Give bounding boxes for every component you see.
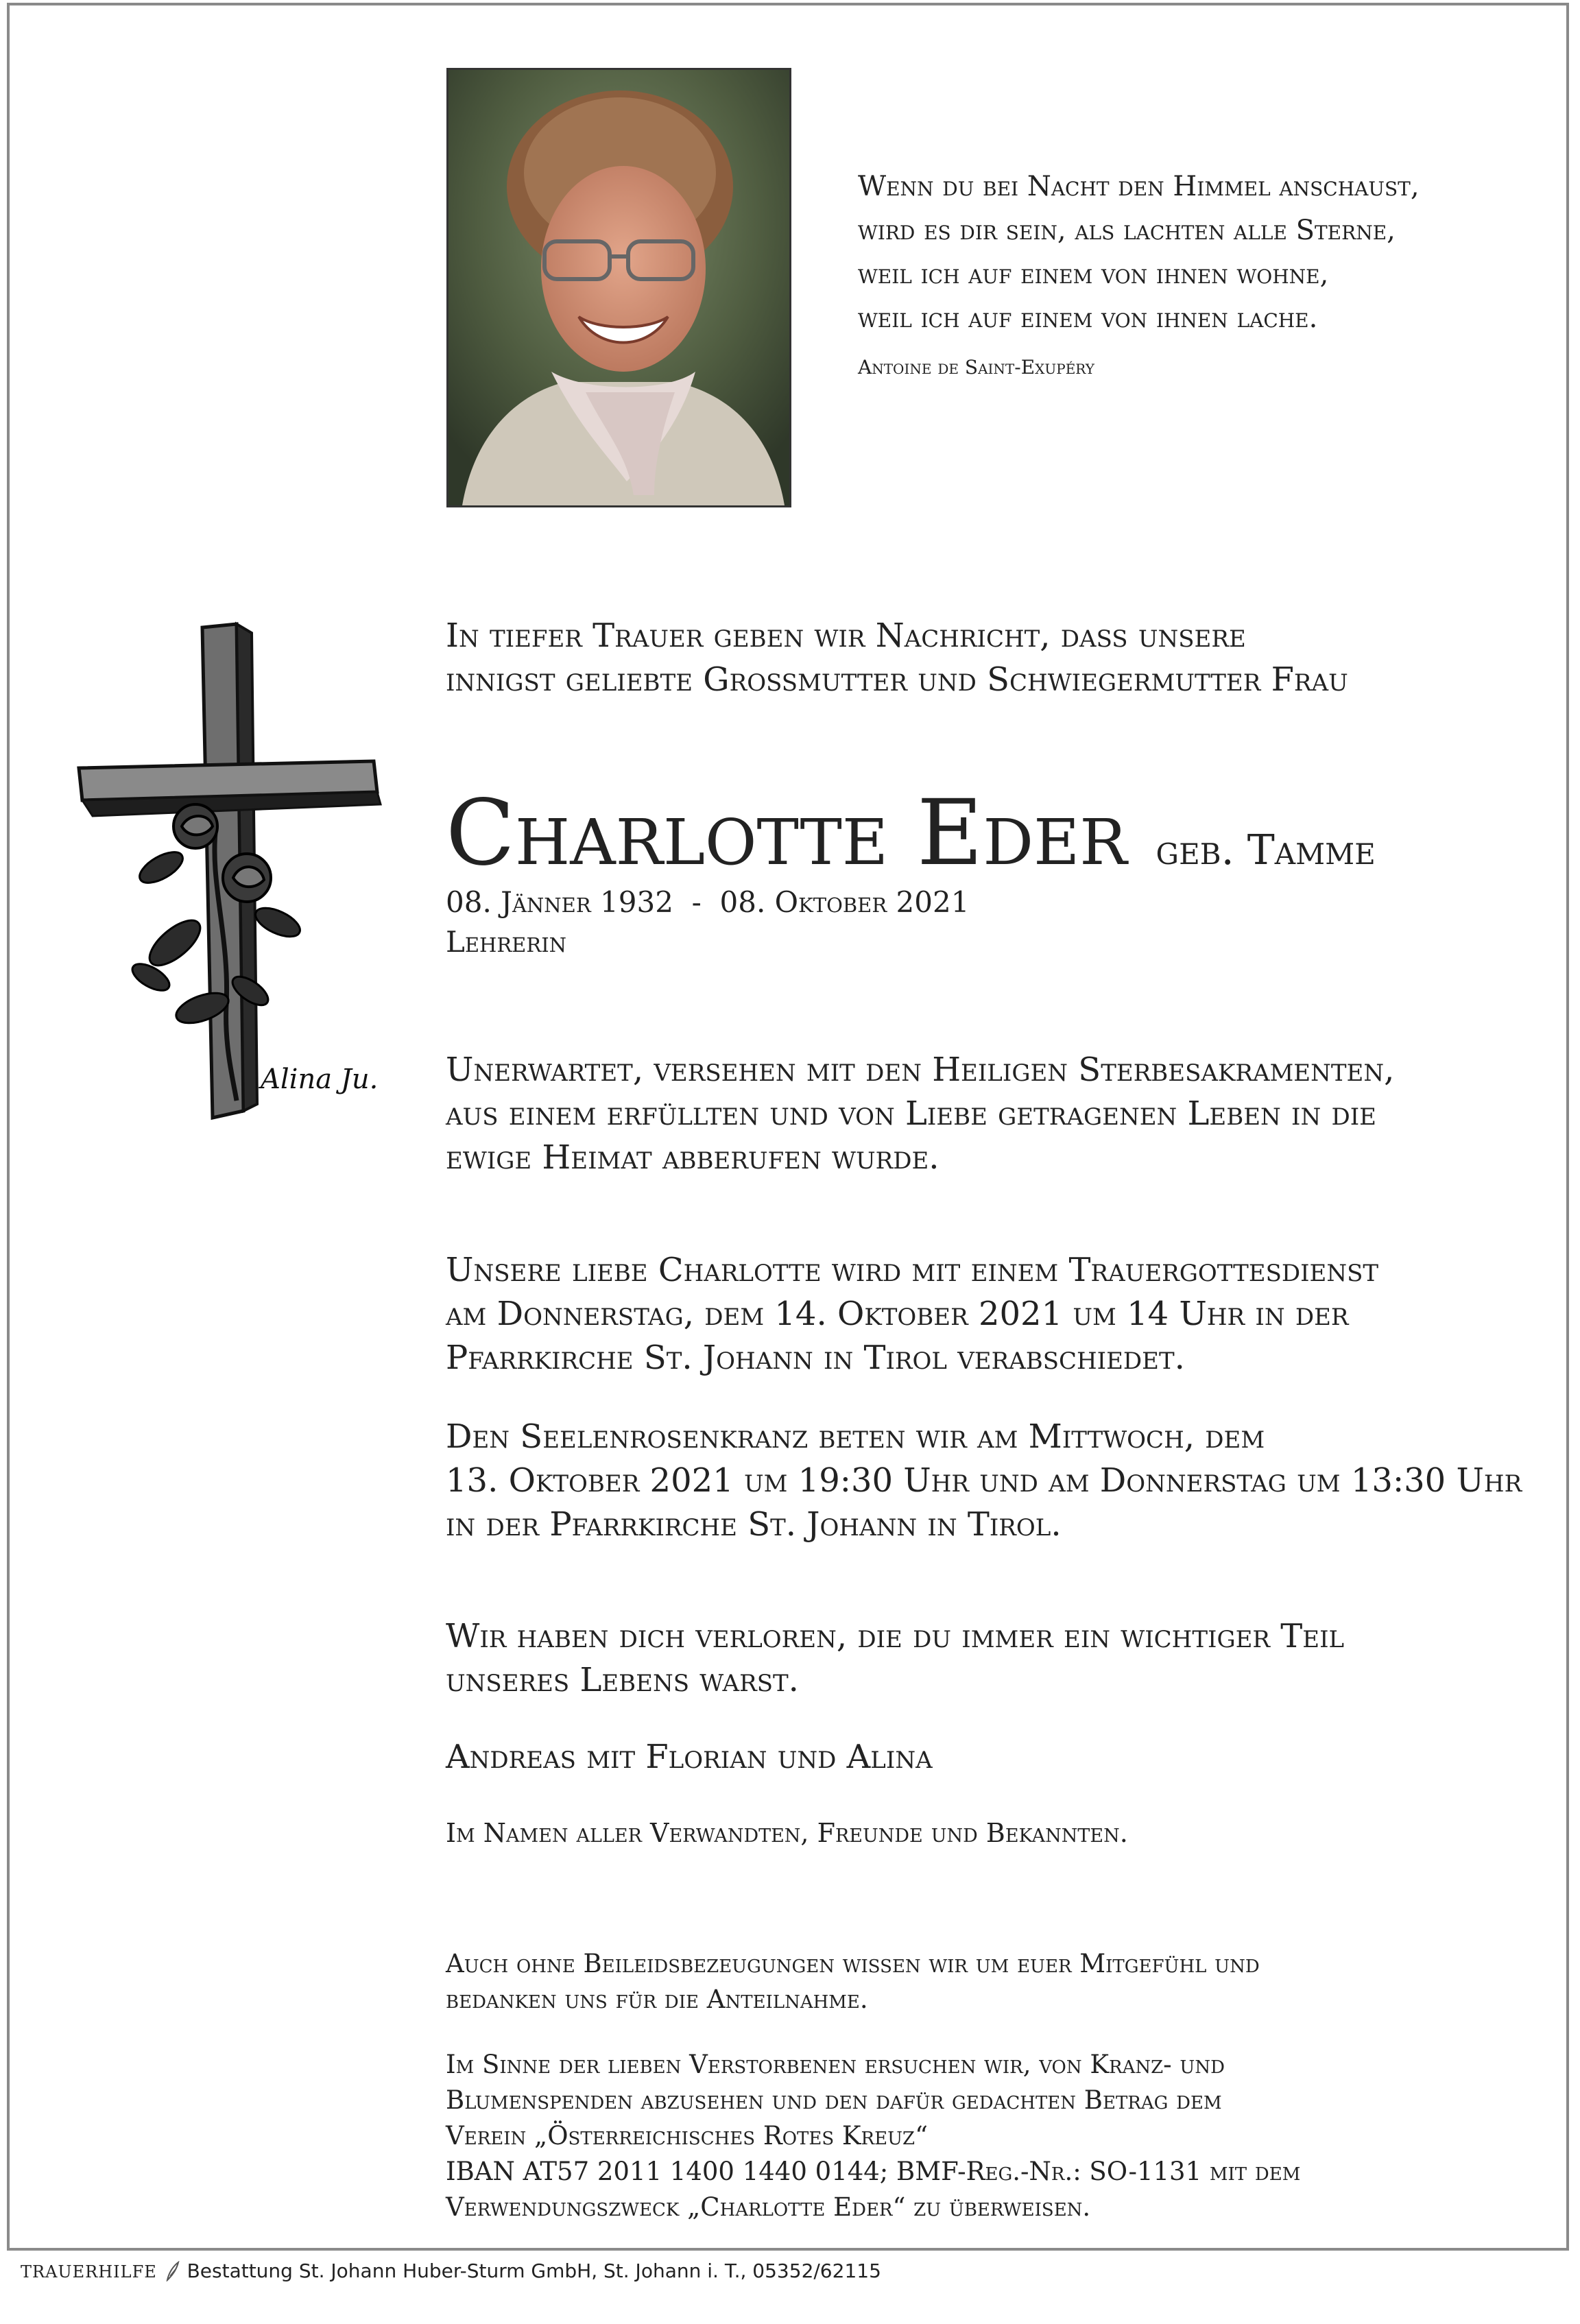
- paragraph-line: Wir haben dich verloren, die du immer ein wichtiger Teil: [446, 1617, 1345, 1655]
- footer: [21, 2259, 881, 2284]
- profession: Lehrerin: [446, 925, 567, 959]
- birth-name: geb. Tamme: [1156, 826, 1376, 874]
- paragraph: [446, 1248, 1543, 1380]
- note-line: Im Sinne der lieben Verstorbenen ersuchen wir, von Kranz- und: [446, 2050, 1225, 2079]
- quote-line: weil ich auf einem von ihnen wohne,: [858, 259, 1329, 290]
- relatives-line: Im Namen aller Verwandten, Freunde und Bekannten.: [446, 1818, 1128, 1848]
- paragraph-line: am Donnerstag, dem 14. Oktober 2021 um 14 Uhr in der: [446, 1295, 1349, 1333]
- note-line: Verwendungszweck „Charlotte Eder“ zu überweisen.: [446, 2192, 1091, 2222]
- intro-line: In tiefer Trauer geben wir Nachricht, dass unsere: [446, 616, 1246, 655]
- paragraph-line: Den Seelenrosenkranz beten wir am Mittwoch, dem: [446, 1417, 1265, 1456]
- signatories: Andreas mit Florian und Alina: [446, 1738, 933, 1776]
- portrait-photo: [446, 68, 791, 507]
- quote-author: Antoine de Saint-Exupéry: [858, 356, 1094, 379]
- paragraph-line: in der Pfarrkirche St. Johann in Tirol.: [446, 1505, 1062, 1544]
- note-line: Blumenspenden abzusehen und den dafür gedachten Betrag dem: [446, 2085, 1222, 2115]
- paragraph-line: 13. Oktober 2021 um 19:30 Uhr und am Donnerstag um 13:30 Uhr: [446, 1461, 1522, 1500]
- donation-note: [446, 2047, 1543, 2225]
- life-dates-block: [446, 883, 1543, 962]
- artist-signature: Alina Ju.: [261, 1064, 379, 1095]
- paragraph: [446, 1415, 1543, 1546]
- quote-line: Wenn du bei Nacht den Himmel anschaust,: [858, 171, 1420, 202]
- intro-text: [446, 614, 1543, 702]
- paragraph: [446, 1614, 1543, 1702]
- quote-line: weil ich auf einem von ihnen lache.: [858, 302, 1318, 334]
- quote-block: [858, 165, 1544, 381]
- feather-icon: [163, 2261, 181, 2281]
- paragraph-line: unseres Lebens warst.: [446, 1661, 799, 1699]
- cross-icon: [72, 621, 387, 1121]
- paragraph-line: Unerwartet, versehen mit den Heiligen Sterbesakramenten,: [446, 1051, 1395, 1089]
- footer-brand: TRAUERHILFE: [21, 2262, 157, 2281]
- quote-line: wird es dir sein, als lachten alle Sterne,: [858, 215, 1396, 246]
- paragraph: [446, 1048, 1543, 1179]
- condolence-note: [446, 1946, 1543, 2017]
- deceased-name: Charlotte Eder: [446, 780, 1127, 886]
- note-line: IBAN AT57 2011 1400 1440 0144; BMF-Reg.-Nr.: SO-1131 mit dem: [446, 2157, 1301, 2186]
- paragraph-line: ewige Heimat abberufen wurde.: [446, 1138, 939, 1177]
- footer-company: Bestattung St. Johann Huber-Sturm GmbH, St. Johann i. T., 05352/62115: [187, 2260, 881, 2282]
- intro-line: innigst geliebte Grossmutter und Schwiegermutter Frau: [446, 660, 1348, 699]
- paragraph-line: aus einem erfüllten und von Liebe getragenen Leben in die: [446, 1094, 1376, 1133]
- paragraph-line: Pfarrkirche St. Johann in Tirol verabschiedet.: [446, 1339, 1185, 1377]
- note-line: Auch ohne Beileidsbezeugungen wissen wir um euer Mitgefühl und: [446, 1949, 1260, 1978]
- note-line: Verein „Österreichisches Rotes Kreuz“: [446, 2121, 929, 2151]
- paragraph-line: Unsere liebe Charlotte wird mit einem Trauergottesdienst: [446, 1251, 1379, 1289]
- portrait-icon: [448, 70, 789, 505]
- note-line: bedanken uns für die Anteilnahme.: [446, 1985, 868, 2014]
- life-dates: 08. Jänner 1932 - 08. Oktober 2021: [446, 885, 970, 919]
